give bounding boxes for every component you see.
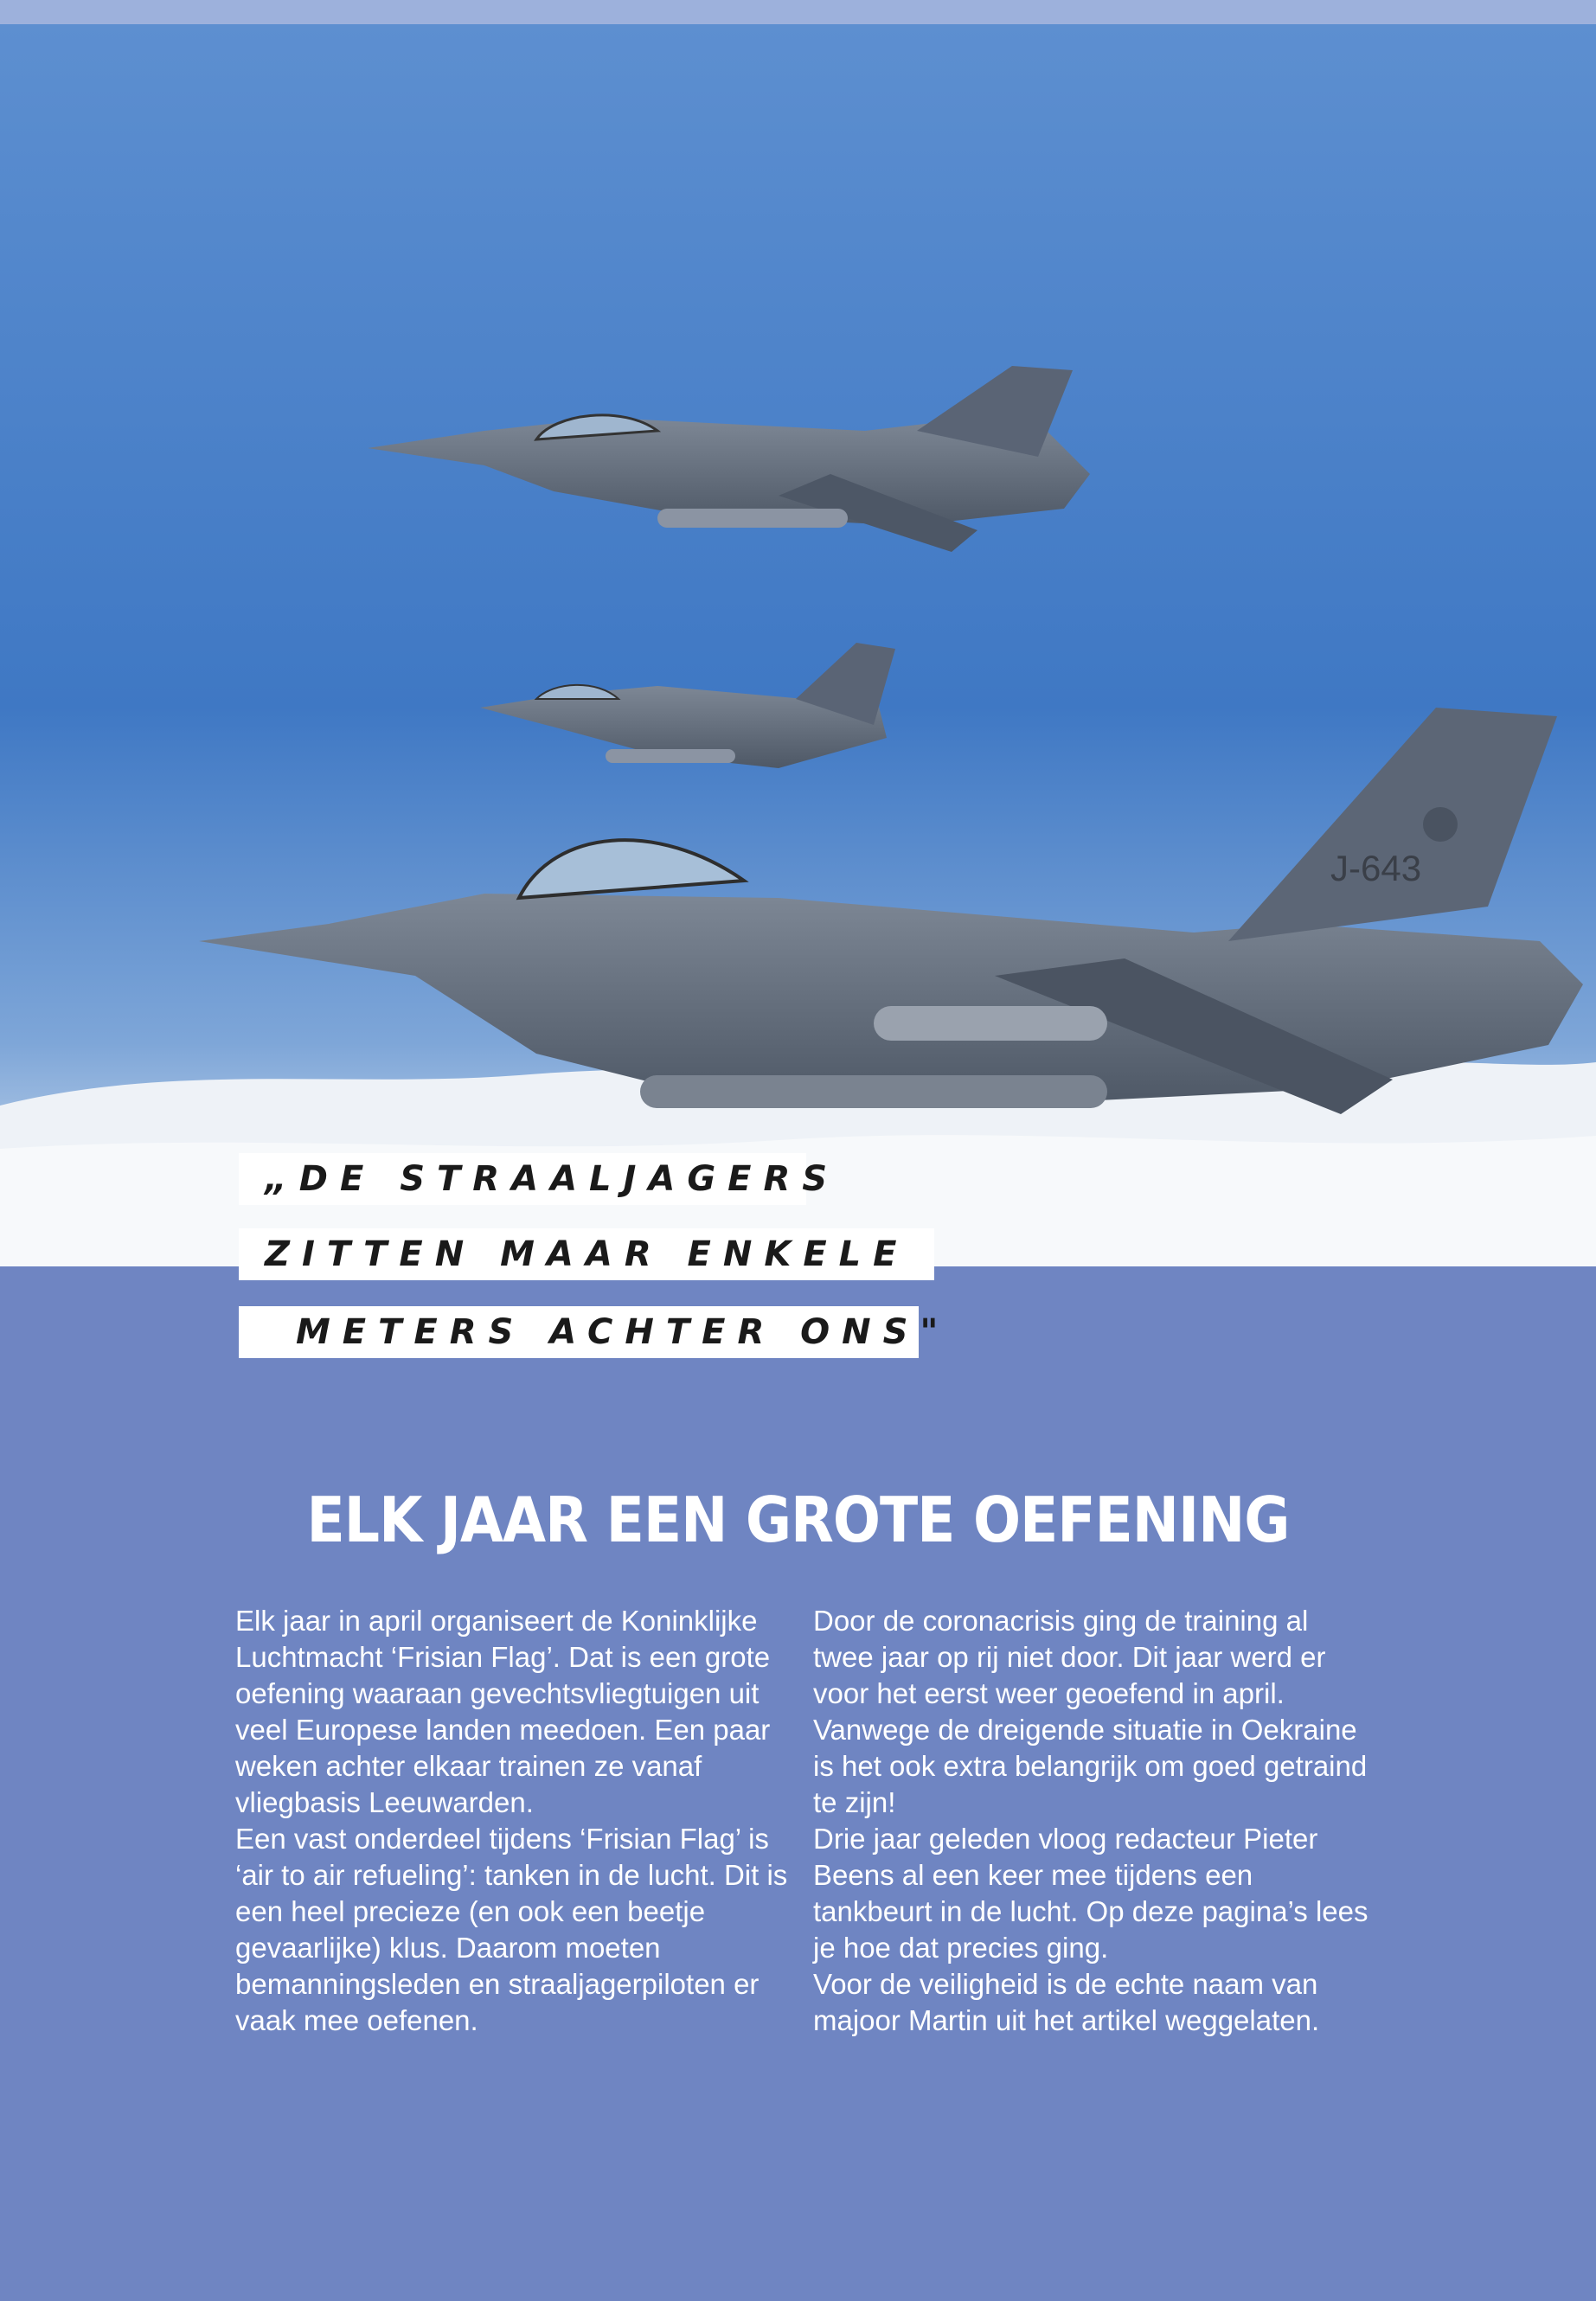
fighter-jets-illustration bbox=[0, 24, 1596, 1266]
article-heading: ELK JAAR EEN GROTE OEFENING bbox=[306, 1484, 1290, 1556]
article-column-left bbox=[235, 1603, 798, 2039]
article-paragraph: Voor de veiligheid is de echte naam van majoor Martin uit het artikel weggelaten. bbox=[813, 1968, 1320, 2036]
aircraft-tail-number: J-643 bbox=[1330, 848, 1422, 888]
top-color-strip bbox=[0, 0, 1596, 24]
article-column-right bbox=[813, 1603, 1375, 2039]
article-paragraph: Door de coronacrisis ging de training al twee jaar op rij niet door. Dit jaar werd er voor het eerst weer geoefend in april. Vanwege de dreigende situatie in Oekraine is het ook extra belangrijk om goed getraind te zijn! bbox=[813, 1605, 1368, 1818]
pull-quote-line-3: METERS ACHTER ONS" bbox=[239, 1306, 919, 1358]
pull-quote-line-2: ZITTEN MAAR ENKELE bbox=[239, 1228, 934, 1280]
article-paragraph: Elk jaar in april organiseert de Koninklijke Luchtmacht ‘Frisian Flag’. Dat is een grote oefening waaraan gevechtsvliegtuigen uit veel Europese landen meedoen. Een paar weken achter elkaar trainen ze vanaf vliegbasis Leeuwarden. bbox=[235, 1605, 771, 1818]
fighter-jets-photo bbox=[0, 24, 1596, 1266]
article-paragraph: Een vast onderdeel tijdens ‘Frisian Flag’ is ‘air to air refueling’: tanken in de lucht. Dit is een heel precieze (en ook een beetje gevaarlijke) klus. Daarom moeten bemanningsleden en straaljagerpiloten er vaak mee oefenen. bbox=[235, 1823, 788, 2036]
article-paragraph: Drie jaar geleden vloog redacteur Pieter Beens al een keer mee tijdens een tankbeurt in de lucht. Op deze pagina’s lees je hoe dat precies ging. bbox=[813, 1823, 1368, 1964]
pull-quote-line-1: „DE STRAALJAGERS bbox=[239, 1153, 806, 1205]
